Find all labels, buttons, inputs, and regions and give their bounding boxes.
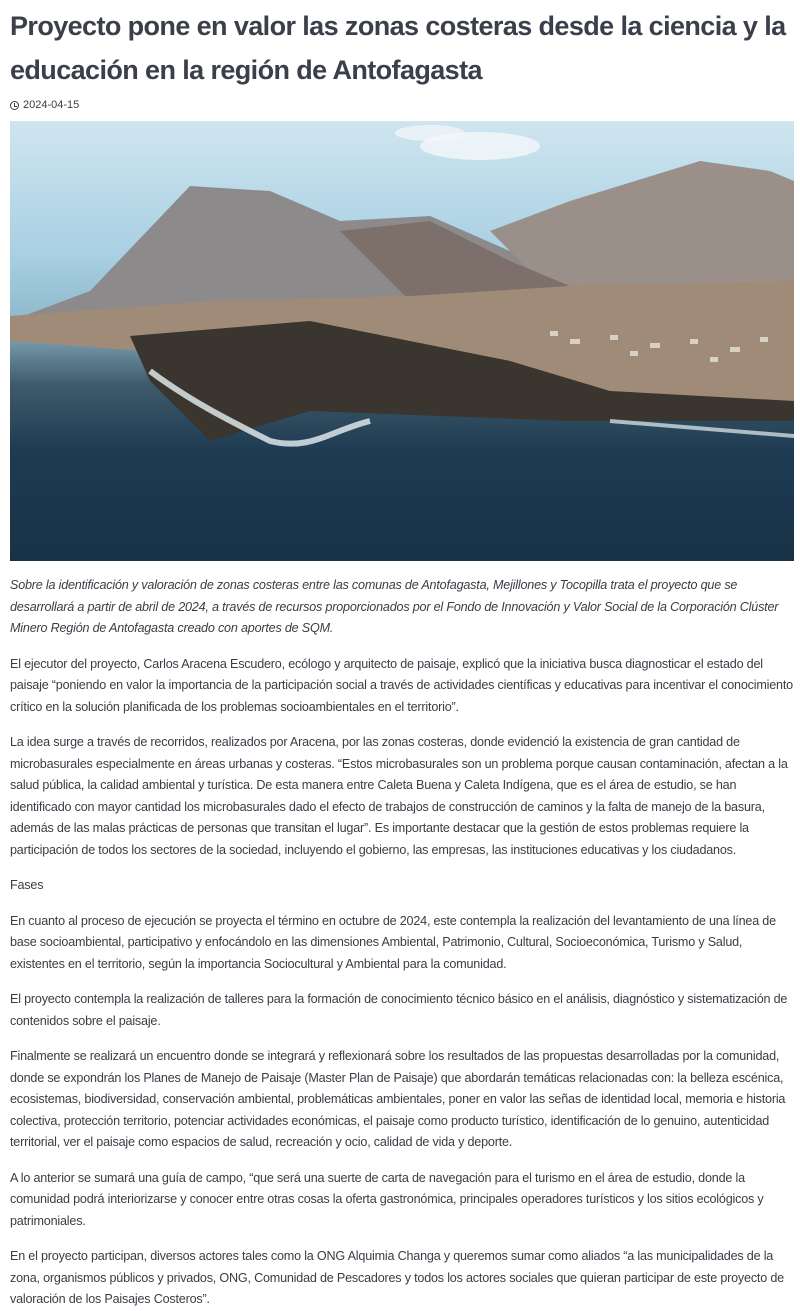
article-title: Proyecto pone en valor las zonas costeras desde la ciencia y la educación en la región de Antofagasta (10, 11, 786, 85)
section-heading-fases: Fases (10, 878, 44, 892)
clock-icon (10, 101, 19, 110)
image-caption: Sobre la identificación y valoración de zonas costeras entre las comunas de Antofagasta, Mejillones y Tocopilla trata el proyecto que se desarrollará a partir de abril de 2024, a través de recursos proporcionados por el Fondo de Innovación y Valor Social de la Corporación Clúster Minero Región de Antofagasta creado con aportes de SQM. (10, 578, 779, 635)
paragraph: En cuanto al proceso de ejecución se proyecta el término en octubre de 2024, este contempla la realización del levantamiento de una línea de base socioambiental, participativo y enfocándolo en las dimensiones Ambiental, Patrimonio, Cultural, Socioeconómica, Turismo y Salud, existentes en el territorio, según la importancia Sociocultural y Ambiental para la comunidad. (10, 913, 776, 971)
paragraph: Finalmente se realizará un encuentro donde se integrará y reflexionará sobre los resultados de las propuestas desarrolladas por la comunidad, donde se expondrán los Planes de Manejo de Paisaje (Master Plan de Paisaje) que abordarán temáticas relacionadas con: la belleza escénica, ecosistemas, biodiversidad, conservación ambiental, problemáticas ambientales, poner en valor las señas de identidad local, memoria e historia colectiva, protección territorio, potenciar actividades económicas, el paisaje como producto turístico, identificación de lo genuino, autenticidad territorial, ver el paisaje como espacios de salud, recreación y ocio, calidad de vida y deporte. (10, 1049, 786, 1149)
article-date (10, 98, 793, 112)
paragraph: La idea surge a través de recorridos, realizados por Aracena, por las zonas costeras, donde evidenció la existencia de gran cantidad de microbasurales especialmente en áreas urbanas y costeras. “Estos microbasurales son un problema porque causan contaminación, afectan a la salud pública, la calidad ambiental y turística. De esta manera entre Caleta Buena y Caleta Indígena, que es el área de estudio, se han identificado con mayor cantidad los microbasurales dado el efecto de trabajos de construcción de caminos y la falta de manejo de la basura, además de las malas prácticas de personas que transitan el lugar”. Es importante destacar que la gestión de estos problemas requiere la participación de todos los sectores de la sociedad, incluyendo el gobierno, las empresas, las instituciones educativas y los ciudadanos. (10, 735, 788, 857)
paragraph: El ejecutor del proyecto, Carlos Aracena Escudero, ecólogo y arquitecto de paisaje, explicó que la iniciativa busca diagnosticar el estado del paisaje “poniendo en valor la importancia de la participación social a través de actividades científicas y educativas para incentivar el conocimiento crítico en la solución planificada de los problemas socioambientales en el territorio”. (10, 656, 793, 714)
paragraph: En el proyecto participan, diversos actores tales como la ONG Alquimia Changa y queremos sumar como aliados “a las municipalidades de la zona, organismos públicos y privados, ONG, Comunidad de Pescadores y todos los actores sociales que quieran participar de este proyecto de valoración de los Paisajes Costeros”. (10, 1249, 784, 1306)
paragraph: El proyecto contempla la realización de talleres para la formación de conocimiento técnico básico en el análisis, diagnóstico y sistematización de contenidos sobre el paisaje. (10, 992, 788, 1028)
hero-image-coastal-landscape (10, 121, 794, 561)
landscape-illustration (10, 121, 794, 561)
paragraph: A lo anterior se sumará una guía de campo, “que será una suerte de carta de navegación para el turismo en el área de estudio, donde la comunidad podrá interiorizarse y conocer entre otras cosas la oferta gastronómica, principales operadores turísticos y los sitios ecológicos y patrimoniales. (10, 1170, 764, 1228)
date-text: 2024-04-15 (23, 99, 80, 111)
